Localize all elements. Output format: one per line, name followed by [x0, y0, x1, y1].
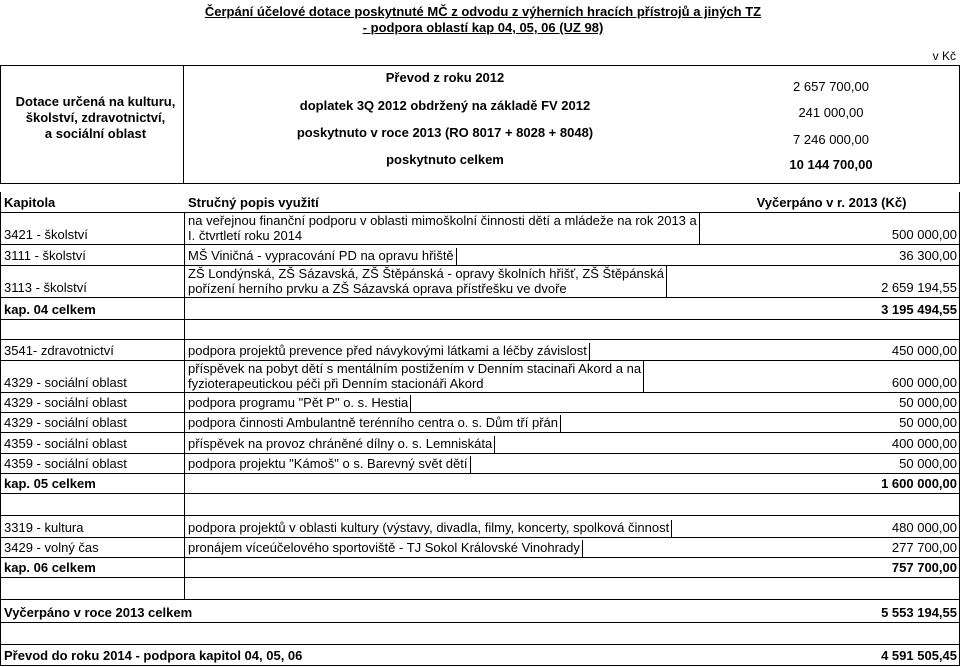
- description-text: [188, 436, 495, 453]
- description-cell: [184, 245, 706, 265]
- blank-row: [0, 320, 960, 340]
- chapter-cell: 4359 - sociální oblast: [4, 436, 127, 451]
- summary-item-amount: 241 000,00: [798, 105, 864, 120]
- chapter-total-row: [0, 558, 960, 578]
- amount-cell: 50 000,00: [899, 456, 957, 471]
- description-cell-empty: [184, 474, 706, 493]
- description-cell: [184, 538, 706, 557]
- total-amount: 3 195 494,55: [881, 302, 957, 317]
- chapter-total-row: [0, 474, 960, 494]
- summary-total-amount: 10 144 700,00: [789, 157, 873, 172]
- chapter-cell-empty: [1, 494, 184, 515]
- description-text: [188, 266, 667, 297]
- description-cell: [184, 393, 706, 412]
- table-header-row: [0, 192, 960, 213]
- header-chapter: Kapitola: [4, 195, 56, 210]
- amount-cell: 50 000,00: [899, 395, 957, 410]
- description-line: podpora projektu "Kámoš" o s. Barevný svět dětí: [188, 456, 468, 471]
- description-cell-empty: [184, 578, 706, 599]
- description-cell: [184, 266, 706, 297]
- table-row: [0, 340, 960, 361]
- table-row: [0, 454, 960, 474]
- summary-label-line: a sociální oblast: [44, 126, 147, 141]
- description-cell-empty: [184, 494, 706, 515]
- description-cell: [184, 516, 706, 537]
- chapter-cell: 3429 - volný čas: [4, 540, 99, 555]
- chapter-cell: 3113 - školství: [4, 280, 87, 295]
- amount-cell: 50 000,00: [899, 415, 957, 430]
- summary-item-label: Převod z roku 2012: [385, 70, 505, 85]
- summary-item-amount: 7 246 000,00: [793, 132, 869, 147]
- description-text: [188, 456, 471, 473]
- description-cell-empty: [184, 320, 706, 339]
- table-row: [0, 245, 960, 266]
- blank-row: [0, 578, 960, 600]
- chapter-cell: 4329 - sociální oblast: [4, 375, 127, 390]
- description-line: na veřejnou finanční podporu v oblasti mimoškolní činnosti dětí a mládeže na rok 2013 a: [188, 213, 697, 228]
- description-line: podpora programu "Pět P" o. s. Hestia: [188, 395, 409, 410]
- description-text: [188, 415, 561, 432]
- summary-label-line: školství, zdravotnictví,: [25, 110, 166, 125]
- description-cell: [184, 433, 706, 453]
- description-line: ZŠ Londýnská, ZŠ Sázavská, ZŠ Štěpánská - opravy školních hřišť, ZŠ Štěpánská: [188, 266, 664, 281]
- currency-unit-note: v Kč: [932, 49, 956, 63]
- table-row: [0, 433, 960, 454]
- description-line: příspěvek na pobyt dětí s mentálním postižením v Denním stacinaři Akord a na: [188, 361, 642, 376]
- amount-cell: 450 000,00: [891, 343, 957, 358]
- summary-item-label: poskytnuto v roce 2013 (RO 8017 + 8028 + 8048): [296, 125, 594, 140]
- description-text: [188, 540, 583, 557]
- total-label: kap. 04 celkem: [4, 302, 96, 317]
- summary-subsidy-label: [8, 94, 183, 142]
- document-subtitle: - podpora oblastí kap 04, 05, 06 (UZ 98): [362, 20, 604, 35]
- description-line: pořízení herního prvku a ZŠ Sázavská oprava přístřešku ve dvoře: [188, 281, 567, 296]
- amount-cell-empty: [706, 320, 959, 339]
- summary-total-label: poskytnuto celkem: [386, 152, 504, 167]
- description-text: [188, 213, 700, 244]
- description-line: podpora projektů prevence před návykovými látkami a léčby závislost: [188, 343, 587, 358]
- chapter-cell: 3319 - kultura: [4, 520, 84, 535]
- description-line: podpora činnosti Ambulantně terénního centra o. s. Dům tří přán: [188, 415, 558, 430]
- blank-row: [0, 623, 960, 645]
- carryover-amount: 4 591 505,45: [881, 648, 957, 663]
- funding-summary-box: [0, 65, 960, 184]
- chapter-cell-empty: [1, 320, 184, 339]
- description-cell-empty: [184, 298, 706, 319]
- description-cell: [184, 340, 706, 360]
- total-amount: 1 600 000,00: [881, 476, 957, 491]
- description-text: [188, 343, 590, 360]
- description-line: I. čtvrtletí roku 2014: [188, 228, 303, 243]
- amount-cell-empty: [706, 578, 959, 599]
- summary-label-line: Dotace určená na kulturu,: [15, 94, 176, 109]
- table-row: [0, 361, 960, 393]
- description-line: podpora projektů v oblasti kultury (výstavy, divadla, filmy, koncerty, spolková činnost: [188, 520, 670, 535]
- document-title: Čerpání účelové dotace poskytnuté MČ z odvodu z výherních hracích přístrojů a jiných TZ: [204, 4, 762, 19]
- description-text: [188, 395, 411, 412]
- amount-cell: 500 000,00: [891, 227, 957, 242]
- description-cell: [184, 413, 706, 432]
- description-cell-empty: [184, 558, 706, 577]
- summary-item-label: doplatek 3Q 2012 obdržený na základě FV 2012: [299, 98, 591, 113]
- spent-total-label: Vyčerpáno v roce 2013 celkem: [4, 605, 193, 620]
- description-line: příspěvek na provoz chráněné dílny o. s. Lemniskáta: [188, 436, 493, 451]
- header-amount: Vyčerpáno v r. 2013 (Kč): [756, 195, 907, 210]
- carryover-row: [0, 645, 960, 666]
- blank-cell: [1, 623, 706, 644]
- chapter-cell-empty: [1, 578, 184, 599]
- description-cell: [184, 213, 706, 244]
- description-cell: [184, 454, 706, 473]
- amount-cell-empty: [706, 494, 959, 515]
- chapter-cell: 3421 - školství: [4, 227, 88, 242]
- description-text: [188, 248, 457, 265]
- description-text: [188, 361, 644, 392]
- table-row: [0, 266, 960, 298]
- table-row: [0, 516, 960, 538]
- description-cell: [184, 361, 706, 392]
- total-label: kap. 05 celkem: [4, 476, 96, 491]
- table-row: [0, 413, 960, 433]
- description-text: [188, 520, 672, 537]
- header-description: Stručný popis využití: [188, 195, 319, 210]
- chapter-total-row: [0, 298, 960, 320]
- description-line: pronájem víceúčelového sportoviště - TJ Sokol Královské Vinohrady: [188, 540, 580, 555]
- amount-cell: 600 000,00: [891, 375, 957, 390]
- carryover-label: Převod do roku 2014 - podpora kapitol 04, 05, 06: [4, 648, 303, 663]
- amount-cell: 277 700,00: [891, 540, 957, 555]
- total-label: kap. 06 celkem: [4, 560, 96, 575]
- chapter-cell: 3111 - školství: [4, 248, 86, 263]
- expenditure-table: [0, 192, 960, 666]
- table-row: [0, 393, 960, 413]
- amount-cell: 36 300,00: [899, 248, 957, 263]
- table-row: [0, 538, 960, 558]
- total-amount: 757 700,00: [891, 560, 957, 575]
- chapter-cell: 4359 - sociální oblast: [4, 456, 127, 471]
- description-line: MŠ Viničná - vypracování PD na opravu hřiště: [188, 248, 454, 263]
- amount-cell: 400 000,00: [891, 436, 957, 451]
- spent-total-amount: 5 553 194,55: [881, 605, 957, 620]
- chapter-cell: 3541- zdravotnictví: [4, 343, 114, 358]
- summary-item-amount: 2 657 700,00: [793, 79, 869, 94]
- description-line: fyzioterapeutickou péči při Denním stacionáři Akord: [188, 376, 484, 391]
- chapter-cell: 4329 - sociální oblast: [4, 395, 127, 410]
- amount-cell: 480 000,00: [891, 520, 957, 535]
- chapter-cell: 4329 - sociální oblast: [4, 415, 127, 430]
- amount-cell: 2 659 194,55: [881, 280, 957, 295]
- spent-total-row: [0, 600, 960, 623]
- table-row: [0, 213, 960, 245]
- blank-row: [0, 494, 960, 516]
